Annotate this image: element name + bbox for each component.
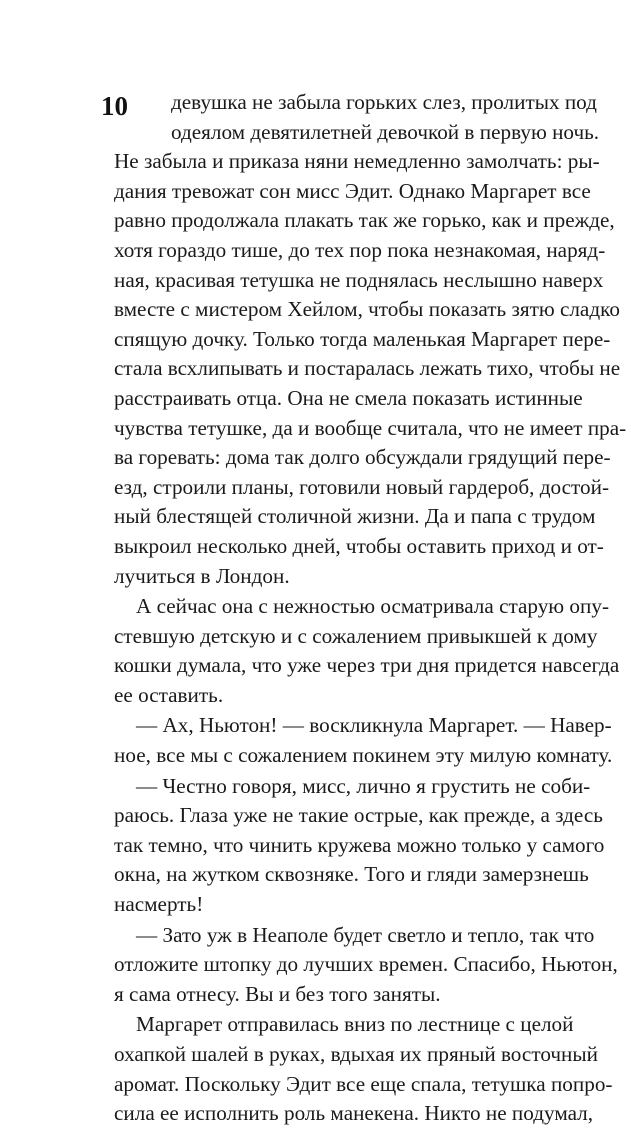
- text-line: ный блестящей столичной жизни. Да и папа с трудом: [114, 504, 596, 529]
- text-line: ное, все мы с сожалением покинем эту милую комнату.: [114, 743, 613, 768]
- text-line: насмерть!: [114, 892, 204, 917]
- text-line: — Ах, Ньютон! — воскликнула Маргарет. — Навер-: [136, 713, 612, 738]
- text-line: вместе с мистером Хейлом, чтобы показать зятю сладко: [114, 297, 620, 322]
- text-line: так темно, что чинить кружева можно только у самого: [114, 832, 605, 857]
- text-line: Маргарет отправилась вниз по лестнице с целой: [136, 1012, 574, 1037]
- text-line: раюсь. Глаза уже не такие острые, как прежде, а здесь: [114, 803, 603, 828]
- text-line: я сама отнесу. Вы и без того заняты.: [114, 981, 441, 1006]
- text-line: ная, красивая тетушка не поднялась неслышно наверх: [114, 267, 604, 292]
- text-line: равно продолжала плакать так же горько, как и прежде,: [114, 208, 615, 233]
- text-line: спящую дочку. Только тогда маленькая Маргарет пере-: [114, 326, 611, 351]
- text-line: стала всхлипывать и постаралась лежать тихо, чтобы не: [114, 356, 621, 381]
- text-line: езд, строили планы, готовили новый гардероб, достой-: [114, 474, 609, 499]
- text-line: хотя гораздо тише, до тех пор пока незнакомая, наряд-: [114, 237, 606, 262]
- text-line: — Честно говоря, мисс, лично я грустить не соби-: [136, 773, 591, 798]
- text-line: ее оставить.: [114, 682, 224, 707]
- text-line: чувства тетушке, да и вообще считала, что не имеет пра-: [114, 415, 627, 440]
- text-line: А сейчас она с нежностью осматривала старую опу-: [136, 594, 610, 619]
- text-line: выкроил несколько дней, чтобы оставить приход и от-: [114, 533, 604, 558]
- text-line: стевшую детскую и с сожалением привыкшей к дому: [114, 623, 598, 648]
- text-line: кошки думала, что уже через три дня придется навсегда: [114, 653, 620, 678]
- body-text: [114, 88, 627, 1129]
- text-line: дания тревожат сон мисс Эдит. Однако Маргарет все: [114, 178, 591, 203]
- text-line: расстраивать отца. Она не смела показать истинные: [114, 385, 583, 410]
- text-line: девушка не забыла горьких слез, пролитых под: [171, 90, 597, 114]
- text-line: — Зато уж в Неаполе будет светло и тепло, так что: [136, 922, 595, 947]
- text-line: аромат. Поскольку Эдит все еще спала, тетушка попро-: [114, 1071, 613, 1096]
- text-line: отложите штопку до лучших времен. Спасибо, Ньютон,: [114, 952, 618, 977]
- text-line: одеялом девятилетней девочкой в первую ночь.: [171, 119, 600, 144]
- text-line: Не забыла и приказа няни немедленно замолчать: ры-: [114, 149, 600, 174]
- text-line: сила ее исполнить роль манекена. Никто не подумал,: [114, 1101, 594, 1126]
- text-line: охапкой шалей в руках, вдыхая их пряный восточный: [114, 1042, 598, 1066]
- text-line: лучиться в Лондон.: [114, 563, 290, 588]
- text-line: ва горевать: дома так долго обсуждали грядущий пере-: [114, 445, 611, 470]
- page-number: 10: [101, 91, 128, 121]
- text-line: окна, на жутком сквозняке. Того и гляди замерзнешь: [114, 862, 589, 887]
